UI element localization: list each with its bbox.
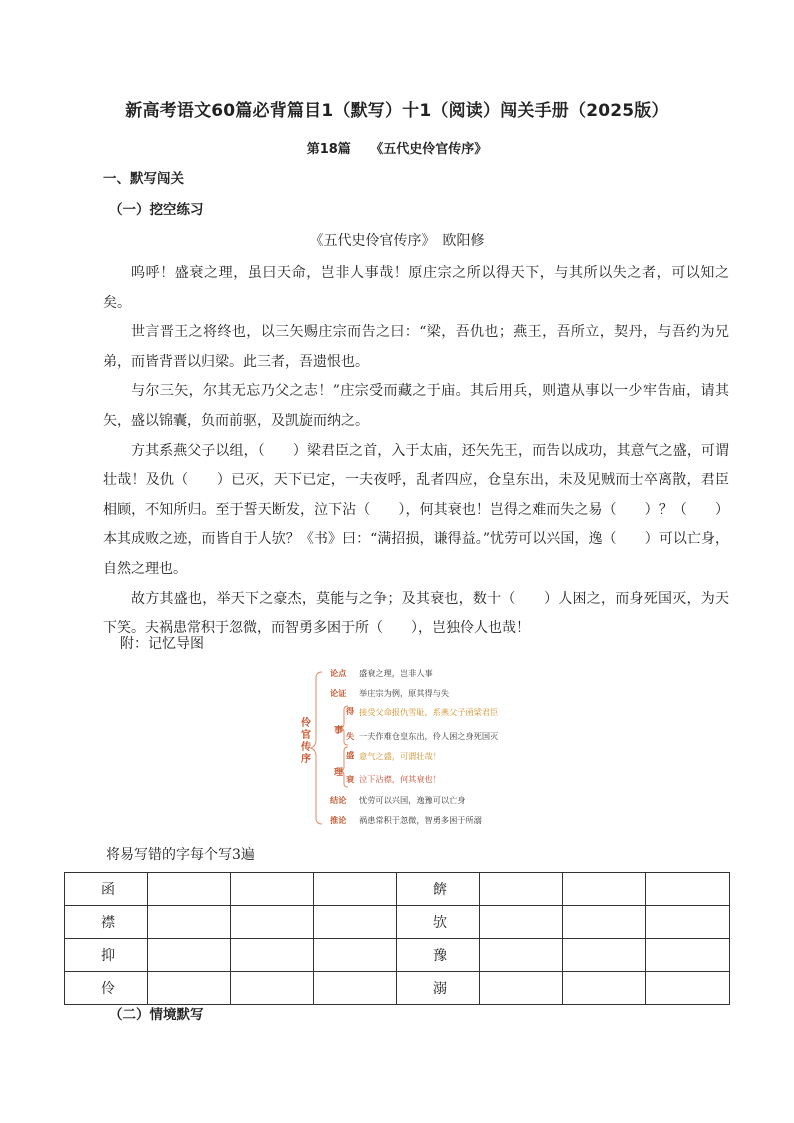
section-heading-recitation: 一、默写闯关 [103,171,184,187]
subsection-heading-fill-blank: （一）挖空练习 [109,202,204,218]
mindmap-key: 盛 [346,750,355,760]
table-row [65,939,730,972]
poem-body [103,259,729,644]
mindmap-text: 意气之盛，可谓壮哉！ [359,751,441,761]
writing-cell[interactable] [314,906,397,939]
writing-cell[interactable] [480,972,563,1005]
writing-cell[interactable] [563,972,646,1005]
poem-paragraph: 方其系燕父子以组，（ ）梁君臣之首，入于太庙，还矢先王，而告以成功，其意气之盛，可谓壮哉！及仇（ ）已灭，天下已定，一夫夜呼，乱者四应，仓皇东出，未及见贼而士卒离散，君臣相顾，不知所归。至于誓天断发，泣下沾（ ），何其衰也！岂得之难而失之易（ ）？（ ）本其成败之迹，而皆自于人欤？《书》曰：“满招损，谦得益。”忧劳可以兴国，逸（ ）可以亡身，自然之理也。 [103,442,729,577]
writing-cell[interactable] [231,939,314,972]
writing-cell[interactable] [148,906,231,939]
practice-table [64,872,730,1005]
mindmap-text: 一夫作难仓皇东出，伶人困之身死国灭 [359,731,499,741]
mindmap-key: 结论 [330,795,347,805]
poem-paragraph: 与尔三矢，尔其无忘乃父之志！”庄宗受而藏之于庙。其后用兵，则遣从事以一少牢告庙，请其矢，盛以锦囊，负而前驱，及凯旋而纳之。 [103,383,729,429]
poem-paragraph: 故方其盛也，举天下之豪杰，莫能与之争；及其衰也，数十（ ）人困之，而身死国灭，为天下笑。夫祸患常积于忽微，而智勇多困于所（ ），岂独伶人也哉！ [103,590,729,637]
subsection-heading-context: （二）情境默写 [109,1007,204,1023]
mindmap-key: 论点 [330,668,347,678]
writing-cell[interactable] [563,906,646,939]
writing-cell[interactable] [314,873,397,906]
writing-cell[interactable] [148,939,231,972]
mindmap-branch-label: 理 [334,768,344,778]
practice-char: 函 [65,873,148,906]
writing-cell[interactable] [480,906,563,939]
mindmap-root-label: 伶官传序 [301,718,311,765]
page-title: 新高考语文60篇必背篇目1（默写）十1（阅读）闯关手册（2025版） [125,101,669,121]
mindmap-key: 得 [346,706,355,716]
practice-char: 欤 [397,906,480,939]
writing-cell[interactable] [563,939,646,972]
writing-cell[interactable] [314,972,397,1005]
writing-cell[interactable] [231,906,314,939]
writing-cell[interactable] [646,939,730,972]
writing-cell[interactable] [480,939,563,972]
mindmap-key: 衰 [346,774,355,784]
practice-label: 将易写错的字每个写3遍 [106,847,255,863]
poem-heading: 《五代史伶官传序》 欧阳修 [309,233,485,249]
poem-paragraph: 世言晋王之将终也，以三矢赐庄宗而告之曰：“梁，吾仇也；燕王，吾所立，契丹，与吾约为兄弟，而皆背晋以归梁。此三者，吾遗恨也。 [103,324,729,370]
table-row [65,972,730,1005]
writing-cell[interactable] [563,873,646,906]
practice-char: 抑 [65,939,148,972]
practice-char: 襟 [65,906,148,939]
mindmap-branch-label: 事 [334,726,344,736]
mindmap-text: 祸患常积于忽微，智勇多困于所溺 [359,815,482,825]
writing-cell[interactable] [148,972,231,1005]
mindmap-key: 推论 [330,815,347,825]
mindmap-text: 举庄宗为例，原其得与失 [359,688,450,698]
mindmap-text: 接受父命报仇雪耻，系燕父子函梁君臣 [359,707,499,717]
writing-cell[interactable] [480,873,563,906]
memory-mindmap [300,664,550,832]
lesson-subtitle: 第18篇 《五代史伶官传序》 [306,142,488,157]
writing-cell[interactable] [646,972,730,1005]
table-row [65,906,730,939]
practice-char: 伶 [65,972,148,1005]
writing-cell[interactable] [231,972,314,1005]
mindmap-label: 附：记忆导图 [120,636,204,652]
practice-char: 豫 [397,939,480,972]
writing-cell[interactable] [314,939,397,972]
mindmap-text: 忧劳可以兴国，逸豫可以亡身 [359,795,466,805]
mindmap-text: 盛衰之理，岂非人事 [359,668,433,678]
practice-char: 餴 [397,873,480,906]
writing-cell[interactable] [646,906,730,939]
mindmap-key: 论证 [330,688,347,698]
poem-paragraph: 呜呼！盛衰之理，虽曰天命，岂非人事哉！原庄宗之所以得天下，与其所以失之者，可以知之矣。 [103,265,729,311]
writing-cell[interactable] [148,873,231,906]
writing-cell[interactable] [231,873,314,906]
table-row [65,873,730,906]
mindmap-text: 泣下沾襟，何其衰也！ [359,774,441,784]
mindmap-key: 失 [346,731,355,741]
practice-char: 溺 [397,972,480,1005]
writing-cell[interactable] [646,873,730,906]
